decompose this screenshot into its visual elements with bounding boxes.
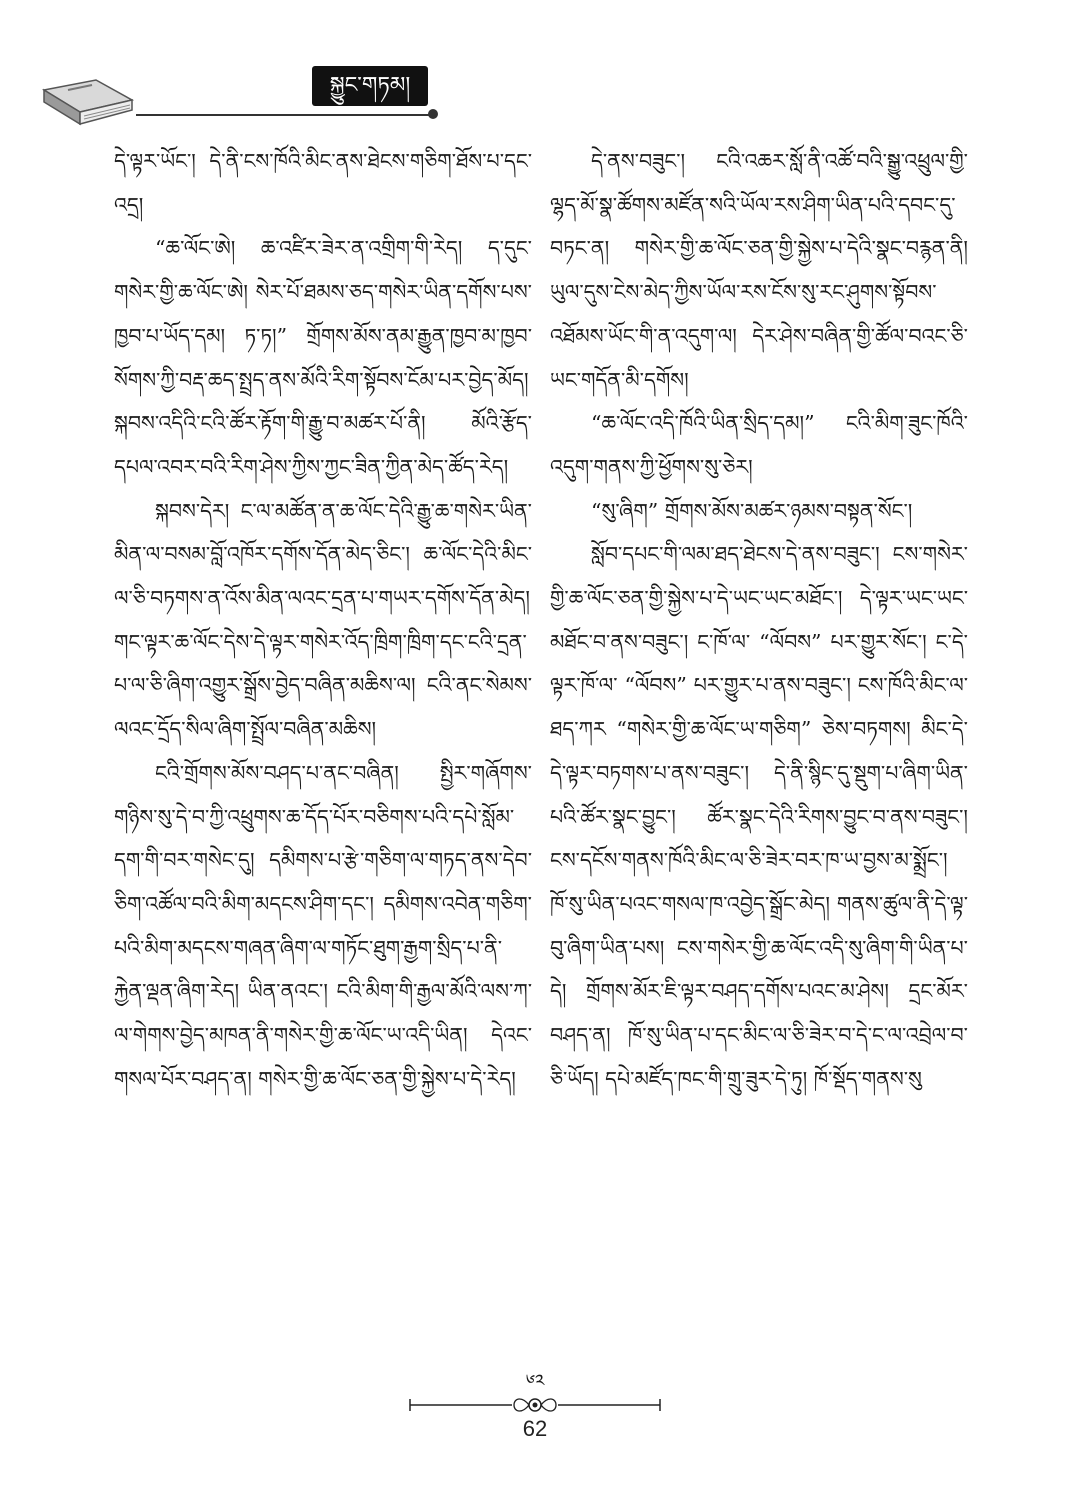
left-column <box>114 140 532 1101</box>
folio-tibetan: ༦༢ <box>525 1371 545 1392</box>
paragraph: སྐབས་དེར། ང་ལ་མཚོན་ན་ཆ་ལོང་དེའི་རྒྱུ་ཆ་གསེར་ཡིན་མིན་ལ་བསམ་བློ་འཁོར་དགོས་དོན་མེད་ཅིང་། ཆ་ལོང་དེའི་མིང་ལ་ཅི་བཏགས་ན་འོས་མིན་ལའང་དྲན་པ་གཡར་དགོས་དོན་མེད། གང་ལྟར་ཆ་ལོང་དེས་དེ་ལྟར་གསེར་འོད་ཁྲིག་ཁྲིག་དང་ངའི་དྲན་པ་ལ་ཅི་ཞིག་འགྱུར་སྒྲོས་བྱེད་བཞིན་མཆིས་ལ། ངའི་ནང་སེམས་ལའང་དྲོད་སིལ་ཞིག་སྤྲོལ་བཞིན་མཆིས། <box>114 498 532 742</box>
paragraph: དེ་ནས་བཟུང་། ངའི་འཆར་སློ་ནི་འཚོ་བའི་སྒྱུ་འཕྲུལ་གྱི་ལྷད་མོ་སྣ་ཚོགས་མཛོན་སའི་ཡོལ་རས་ཤིག་ཡིན་པའི་དབང་དུ་བཏང་ན། གསེར་གྱི་ཆ་ལོང་ཅན་གྱི་སྐྱེས་པ་དེའི་སྣང་བརྙན་ནི། ཡུལ་དུས་ངེས་མེད་ཀྱིས་ཡོལ་རས་ངོས་སུ་རང་ཤུགས་སྟོབས་འཐོམས་ཡོང་གི་ན་འདུག་ལ། དེར་ཤེས་བཞིན་གྱི་ཚོལ་བའང་ཅི་ཡང་གདོན་མི་དགོས། <box>550 149 968 392</box>
ornament-divider <box>400 1392 670 1418</box>
section-title: སྐྱུང་གཏམ། <box>312 66 428 106</box>
header-rule <box>136 114 432 116</box>
page-footer <box>400 1362 670 1441</box>
right-column <box>550 140 968 1101</box>
paragraph: སློབ་དཔང་གི་ལམ་ཐད་ཐེངས་དེ་ནས་བཟུང་། ངས་གསེར་གྱི་ཆ་ལོང་ཅན་གྱི་སྐྱེས་པ་དེ་ཡང་ཡང་མཐོང་། དེ་ལྟར་ཡང་ཡང་མཐོང་བ་ནས་བཟུང་། ང་ཁོ་ལ་ “ལོབས” པར་གྱུར་སོང་། ང་དེ་ལྟར་ཁོ་ལ་ “ལོབས” པར་གྱུར་པ་ནས་བཟུང་། ངས་ཁོའི་མིང་ལ་ཐད་ཀར “གསེར་གྱི་ཆ་ལོང་ཡ་གཅིག” ཅེས་བཏགས། མིང་དེ་དེ་ལྟར་བཏགས་པ་ནས་བཟུང་། དེ་ནི་སྙིང་དུ་སྡུག་པ་ཞིག་ཡིན་པའི་ཚོར་སྣང་བྱུང་། ཚོར་སྣང་དེའི་རིགས་བྱུང་བ་ནས་བཟུང་། ངས་དངོས་གནས་ཁོའི་མིང་ལ་ཅི་ཟེར་བར་ཁ་ཡ་བྱས་མ་སྨྲོང་། ཁོ་སུ་ཡིན་པའང་གསལ་ཁ་འབྱེད་སྒྲོང་མེད། གནས་ཚུལ་ནི་དེ་ལྟ་བུ་ཞིག་ཡིན་པས། ངས་གསེར་གྱི་ཆ་ལོང་འདི་སུ་ཞིག་གི་ཡིན་པ་དེ། གྲོགས་མོར་ཇི་ལྟར་བཤད་དགོས་པའང་མ་ཤེས། དྲང་མོར་བཤད་ན། ཁོ་སུ་ཡིན་པ་དང་མིང་ལ་ཅི་ཟེར་བ་དེ་ང་ལ་འབྲེལ་བ་ཅི་ཡོད། དཔེ་མཛོད་ཁང་གི་གྲུ་ཟུར་དེ་ཏུ། ཁོ་སྡོད་གནས་སུ <box>550 542 968 1091</box>
paragraph: ངའི་གྲོགས་མོས་བཤད་པ་ནང་བཞིན། སྤྱིར་གཞོགས་གཉིས་སུ་དེ་བ་ཀྱི་འཕྲུགས་ཆ་དོད་པོར་བཅིགས་པའི་དཔེ་སློམ་དག་གི་བར་གསེང་དུ། དམིགས་པ་རྩེ་གཅིག་ལ་གཏད་ནས་དེབ་ཅིག་འཚོལ་བའི་མིག་མདངས་ཤིག་དང་། དམིགས་འབེན་གཅིག་པའི་མིག་མདངས་གཞན་ཞིག་ལ་གཏོང་ཐུག་རྒྱག་སྲིད་པ་ནི་རྐྱེན་ལྡན་ཞིག་རེད། ཡིན་ནའང་། ངའི་མིག་གི་རྒྱལ་མོའི་ལས་ཀ་ལ་གེགས་བྱེད་མཁན་ནི་གསེར་གྱི་ཆ་ལོང་ཡ་འདི་ཡིན། དེའང་གསལ་པོར་བཤད་ན། གསེར་གྱི་ཆ་ལོང་ཅན་གྱི་སྐྱེས་པ་དེ་རེད། <box>114 760 532 1091</box>
paragraph: དེ་ལྟར་ཡོང་། དེ་ནི་ངས་ཁོའི་མིང་ནས་ཐེངས་གཅིག་ཐོས་པ་དང་འདྲ། <box>114 149 532 217</box>
book-icon <box>40 76 136 128</box>
page-number: 62 <box>522 1416 548 1441</box>
paragraph: “ཆ་ལོང་འདི་ཁོའི་ཡིན་སྲིད་དམ།” ངའི་མིག་ཟུང་ཁོའི་འདུག་གནས་ཀྱི་ཕྱོགས་སུ་ཅེར། <box>550 411 968 479</box>
paragraph: “སུ་ཞིག” གྲོགས་མོས་མཚར་ཉམས་བསྟན་སོང་། <box>591 498 913 523</box>
header-dot <box>428 109 438 119</box>
paragraph: “ཆ་ལོང་ཨེ། ཆ་འཛིར་ཟེར་ན་འགྲིག་གི་རེད། ད་དུང་གསེར་གྱི་ཆ་ལོང་ཨེ། སེར་པོ་ཐམས་ཅད་གསེར་ཡིན་དགོས་པས་ཁྱབ་པ་ཡོད་དམ། ཏ་ཏ།” གྲོགས་མོས་ནམ་རྒྱུན་ཁྱབ་མ་ཁྱབ་སོགས་ཀྱི་བརྡ་ཆད་སྤྲད་ནས་མོའི་རིག་སྟོབས་ངོམ་པར་བྱེད་མོད། སྐབས་འདིའི་ངའི་ཚོར་རྟོག་གི་རྒྱུ་བ་མཚར་པོ་ནི། མོའི་རྩོད་དཔལ་འབར་བའི་རིག་ཤེས་ཀྱིས་ཀྱང་ཟིན་ཀྱིན་མེད་ཚོད་རེད། <box>114 236 532 479</box>
